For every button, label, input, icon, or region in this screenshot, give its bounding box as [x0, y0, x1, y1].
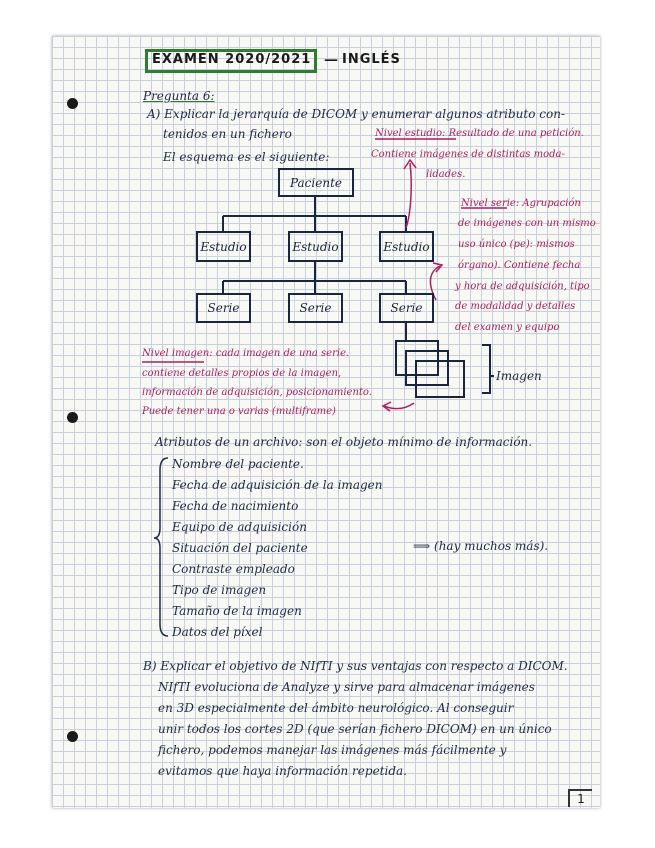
- node-patient: Paciente: [278, 168, 354, 197]
- node-series: Serie: [288, 293, 343, 323]
- part-b-line: fichero, podemos manejar las imágenes más fácilmente y: [158, 743, 507, 757]
- title-dash: —: [324, 52, 338, 68]
- note-series: uso único (pe): mismos: [458, 239, 575, 250]
- note-image: información de adquisición, posicionamiento.: [142, 387, 372, 398]
- attribute-item: Tamaño de la imagen: [172, 604, 302, 618]
- node-series: Serie: [196, 293, 251, 323]
- part-b-line: NIfTI evoluciona de Analyze y sirve para almacenar imágenes: [158, 680, 535, 694]
- note-series: órgano). Contiene fecha: [458, 260, 581, 271]
- node-study: Estudio: [288, 231, 343, 262]
- attributes-more-note: ⟹ (hay muchos más).: [413, 539, 549, 553]
- note-series: de modalidad y detalles: [455, 301, 576, 312]
- schema-intro: El esquema es el siguiente:: [163, 150, 330, 164]
- part-b-line: unir todos los cortes 2D (que serían fichero DICOM) en un único: [158, 722, 552, 736]
- note-series: Nivel serie: Agrupación: [461, 198, 581, 209]
- node-study: Estudio: [196, 231, 251, 262]
- part-a-line: A) Explicar la jerarquía de DICOM y enumerar algunos atributo con-: [147, 107, 565, 121]
- attribute-item: Situación del paciente: [172, 541, 308, 555]
- question-label: Pregunta 6:: [143, 89, 215, 103]
- part-b-line: en 3D especialmente del ámbito neurológico. Al conseguir: [158, 701, 514, 715]
- note-series: y hora de adquisición, tipo: [455, 281, 590, 292]
- note-study: Nivel estudio: Resultado de una petición.: [375, 128, 584, 139]
- note-series: del examen y equipo: [455, 322, 560, 333]
- part-a-line: tenidos en un fichero: [163, 127, 292, 141]
- note-study: Contiene imágenes de distintas moda-: [371, 149, 565, 160]
- exam-title: EXAMEN 2020/2021: [152, 52, 312, 67]
- attribute-item: Tipo de imagen: [172, 583, 267, 597]
- note-image: Puede tener una o varias (multiframe): [142, 406, 336, 417]
- part-b-line: evitamos que haya información repetida.: [158, 764, 407, 778]
- page-number: 1: [568, 789, 592, 807]
- attribute-item: Contraste empleado: [172, 562, 295, 576]
- attribute-item: Nombre del paciente.: [172, 457, 304, 471]
- note-series: de imágenes con un mismo: [458, 218, 596, 229]
- attribute-item: Equipo de adquisición: [172, 520, 307, 534]
- note-image: contiene detalles propios de la imagen,: [142, 368, 342, 379]
- node-study: Estudio: [379, 231, 434, 262]
- note-study: lidades.: [426, 169, 466, 180]
- attributes-intro: Atributos de un archivo: son el objeto mínimo de información.: [155, 435, 533, 449]
- image-label: Imagen: [496, 369, 542, 383]
- exam-subject: INGLÉS: [342, 52, 401, 67]
- part-b-line: B) Explicar el objetivo de NIfTI y sus ventajas con respecto a DICOM.: [143, 659, 568, 673]
- node-series: Serie: [379, 293, 434, 323]
- attribute-item: Datos del píxel: [172, 625, 263, 639]
- attribute-item: Fecha de nacimiento: [172, 499, 299, 513]
- attribute-item: Fecha de adquisición de la imagen: [172, 478, 383, 492]
- note-image: Nivel imagen: cada imagen de una serie.: [142, 348, 350, 359]
